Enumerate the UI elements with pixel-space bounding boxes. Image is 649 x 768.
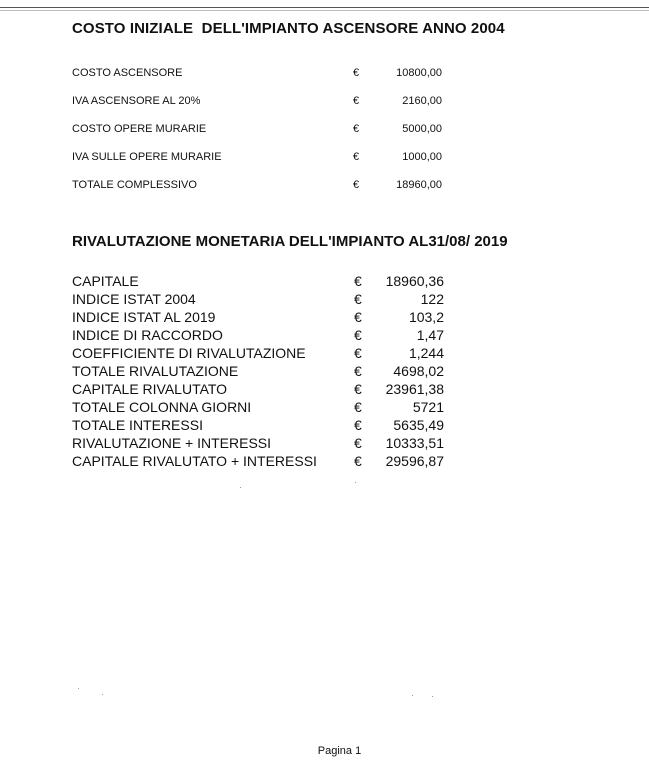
row-value: 18960,36 [385,273,444,289]
row-label: CAPITALE RIVALUTATO + INTERESSI [72,453,317,469]
row-label: IVA SULLE OPERE MURARIE [72,151,222,163]
table-row [0,179,649,195]
table-row [0,327,649,345]
page-number: Pagina 1 [317,745,362,757]
table-row [0,435,649,453]
table-row [0,345,649,363]
section1-title: COSTO INIZIALE DELL'IMPIANTO ASCENSORE ANNO 2004 [72,20,505,37]
currency-symbol: € [354,453,362,469]
row-label: TOTALE COLONNA GIORNI [72,399,252,415]
row-label: TOTALE RIVALUTAZIONE [72,363,239,379]
row-label: TOTALE INTERESSI [72,417,203,433]
row-value: 1,47 [416,327,444,343]
table-row [0,363,649,381]
row-value: 103,2 [408,309,444,325]
row-value: 5000,00 [402,123,442,135]
scan-speck [412,695,413,696]
row-value: 4698,02 [393,363,444,379]
section2-title: RIVALUTAZIONE MONETARIA DELL'IMPIANTO AL31/08/ 2019 [72,233,508,250]
row-value: 122 [420,291,444,307]
top-rule-secondary [0,10,649,11]
row-label: IVA ASCENSORE AL 20% [72,95,201,107]
currency-symbol: € [354,399,362,415]
scan-speck [102,694,103,695]
currency-symbol: € [354,417,362,433]
currency-symbol: € [354,309,362,325]
table-row [0,399,649,417]
row-value: 10333,51 [385,435,444,451]
table-row [0,123,649,139]
row-label: RIVALUTAZIONE + INTERESSI [72,435,272,451]
row-label: COEFFICIENTE DI RIVALUTAZIONE [72,345,306,361]
top-rule [0,7,649,8]
scan-speck [240,487,241,488]
row-value: 10800,00 [396,67,442,79]
table-row [0,453,649,471]
currency-symbol: € [353,95,360,107]
table-row [0,151,649,167]
currency-symbol: € [354,435,362,451]
table-row [0,381,649,399]
scan-speck [78,688,79,689]
currency-symbol: € [354,327,362,343]
table-row [0,273,649,291]
currency-symbol: € [354,345,362,361]
row-label: TOTALE COMPLESSIVO [72,179,197,191]
row-value: 5635,49 [393,417,444,433]
row-label: INDICE DI RACCORDO [72,327,223,343]
row-label: CAPITALE RIVALUTATO [72,381,228,397]
row-label: COSTO ASCENSORE [72,67,183,79]
currency-symbol: € [354,273,362,289]
row-value: 18960,00 [396,179,442,191]
currency-symbol: € [354,291,362,307]
row-value: 5721 [412,399,444,415]
scan-speck [432,696,433,697]
row-value: 29596,87 [385,453,444,469]
row-value: 1,244 [408,345,444,361]
row-value: 2160,00 [402,95,442,107]
row-value: 23961,38 [385,381,444,397]
currency-symbol: € [353,179,360,191]
row-label: CAPITALE [72,273,139,289]
currency-symbol: € [354,363,362,379]
scan-speck [355,482,356,483]
table-row [0,291,649,309]
row-label: INDICE ISTAT AL 2019 [72,309,216,325]
row-value: 1000,00 [402,151,442,163]
table-row [0,417,649,435]
currency-symbol: € [353,151,360,163]
currency-symbol: € [353,123,360,135]
row-label: COSTO OPERE MURARIE [72,123,207,135]
table-row [0,67,649,83]
currency-symbol: € [354,381,362,397]
currency-symbol: € [353,67,360,79]
table-row [0,95,649,111]
row-label: INDICE ISTAT 2004 [72,291,196,307]
table-row [0,309,649,327]
